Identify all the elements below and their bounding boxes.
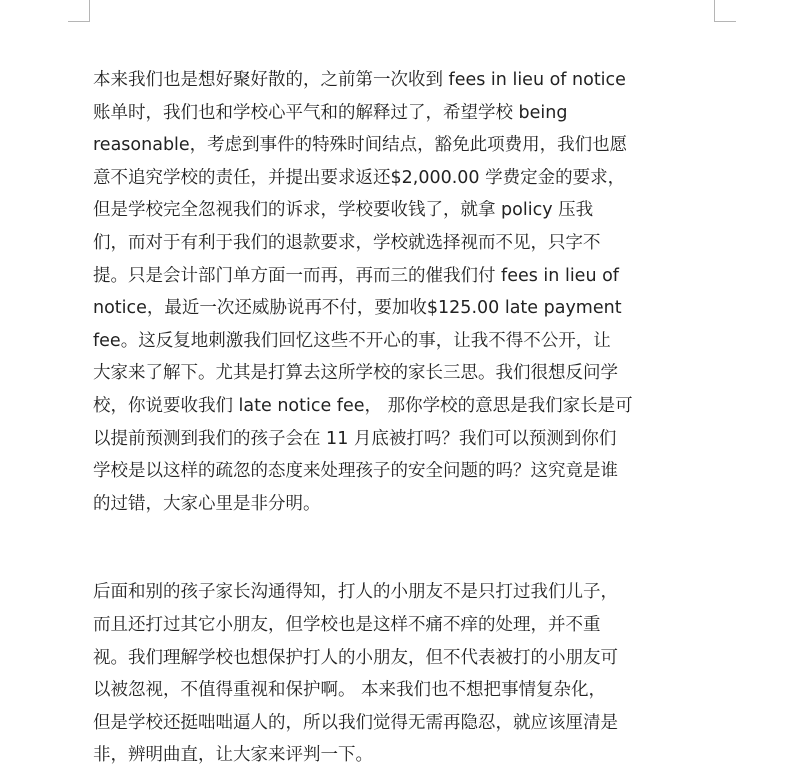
text-line: 的过错，大家心里是非分明。 — [93, 493, 321, 514]
paragraph-spacer — [93, 520, 718, 576]
text-line: 提。只是会计部门单方面一而再，再而三的催我们付 fees in lieu of — [93, 265, 619, 286]
text-line: 本来我们也是想好聚好散的，之前第一次收到 fees in lieu of notice — [93, 70, 626, 90]
text-line: notice，最近一次还威胁说再不付，要加收$125.00 late payment — [93, 298, 622, 319]
text-line: 非，辨明曲直，让大家来评判一下。 — [93, 745, 373, 766]
text-line: 意不追究学校的责任，并提出要求返还$2,000.00 学费定金的要求， — [93, 167, 626, 188]
page-corner-mark-left — [68, 0, 90, 22]
text-line: fee。这反复地刺激我们回忆这些不开心的事，让我不得不公开，让 — [93, 330, 611, 351]
paragraph-1 — [93, 64, 718, 520]
text-line: 们，而对于有利于我们的退款要求，学校就选择视而不见，只字不 — [93, 232, 601, 253]
text-line: 以提前预测到我们的孩子会在 11 月底被打吗？我们可以预测到你们 — [93, 428, 617, 449]
text-line: 而且还打过其它小朋友，但学校也是这样不痛不痒的处理，并不重 — [93, 614, 601, 635]
text-line: 后面和别的孩子家长沟通得知，打人的小朋友不是只打过我们儿子， — [93, 582, 618, 603]
text-line: 以被忽视，不值得重视和保护啊。 本来我们也不想把事情复杂化， — [93, 680, 607, 701]
text-line: 大家来了解下。尤其是打算去这所学校的家长三思。我们很想反问学 — [93, 363, 618, 384]
text-line: 视。我们理解学校也想保护打人的小朋友，但不代表被打的小朋友可 — [93, 647, 618, 668]
document-body — [93, 64, 718, 772]
text-line: 但是学校还挺咄咄逼人的，所以我们觉得无需再隐忍，就应该厘清是 — [93, 712, 618, 733]
page-corner-mark-right — [714, 0, 736, 22]
paragraph-2 — [93, 576, 718, 772]
text-line: reasonable，考虑到事件的特殊时间结点，豁免此项费用，我们也愿 — [93, 135, 628, 156]
text-line: 但是学校完全忽视我们的诉求，学校要收钱了，就拿 policy 压我 — [93, 200, 594, 221]
text-line: 账单时，我们也和学校心平气和的解释过了，希望学校 being — [93, 102, 568, 123]
text-line: 学校是以这样的疏忽的态度来处理孩子的安全问题的吗？这究竟是谁 — [93, 461, 618, 482]
text-line: 校，你说要收我们 late notice fee， 那你学校的意思是我们家长是可 — [93, 395, 633, 416]
